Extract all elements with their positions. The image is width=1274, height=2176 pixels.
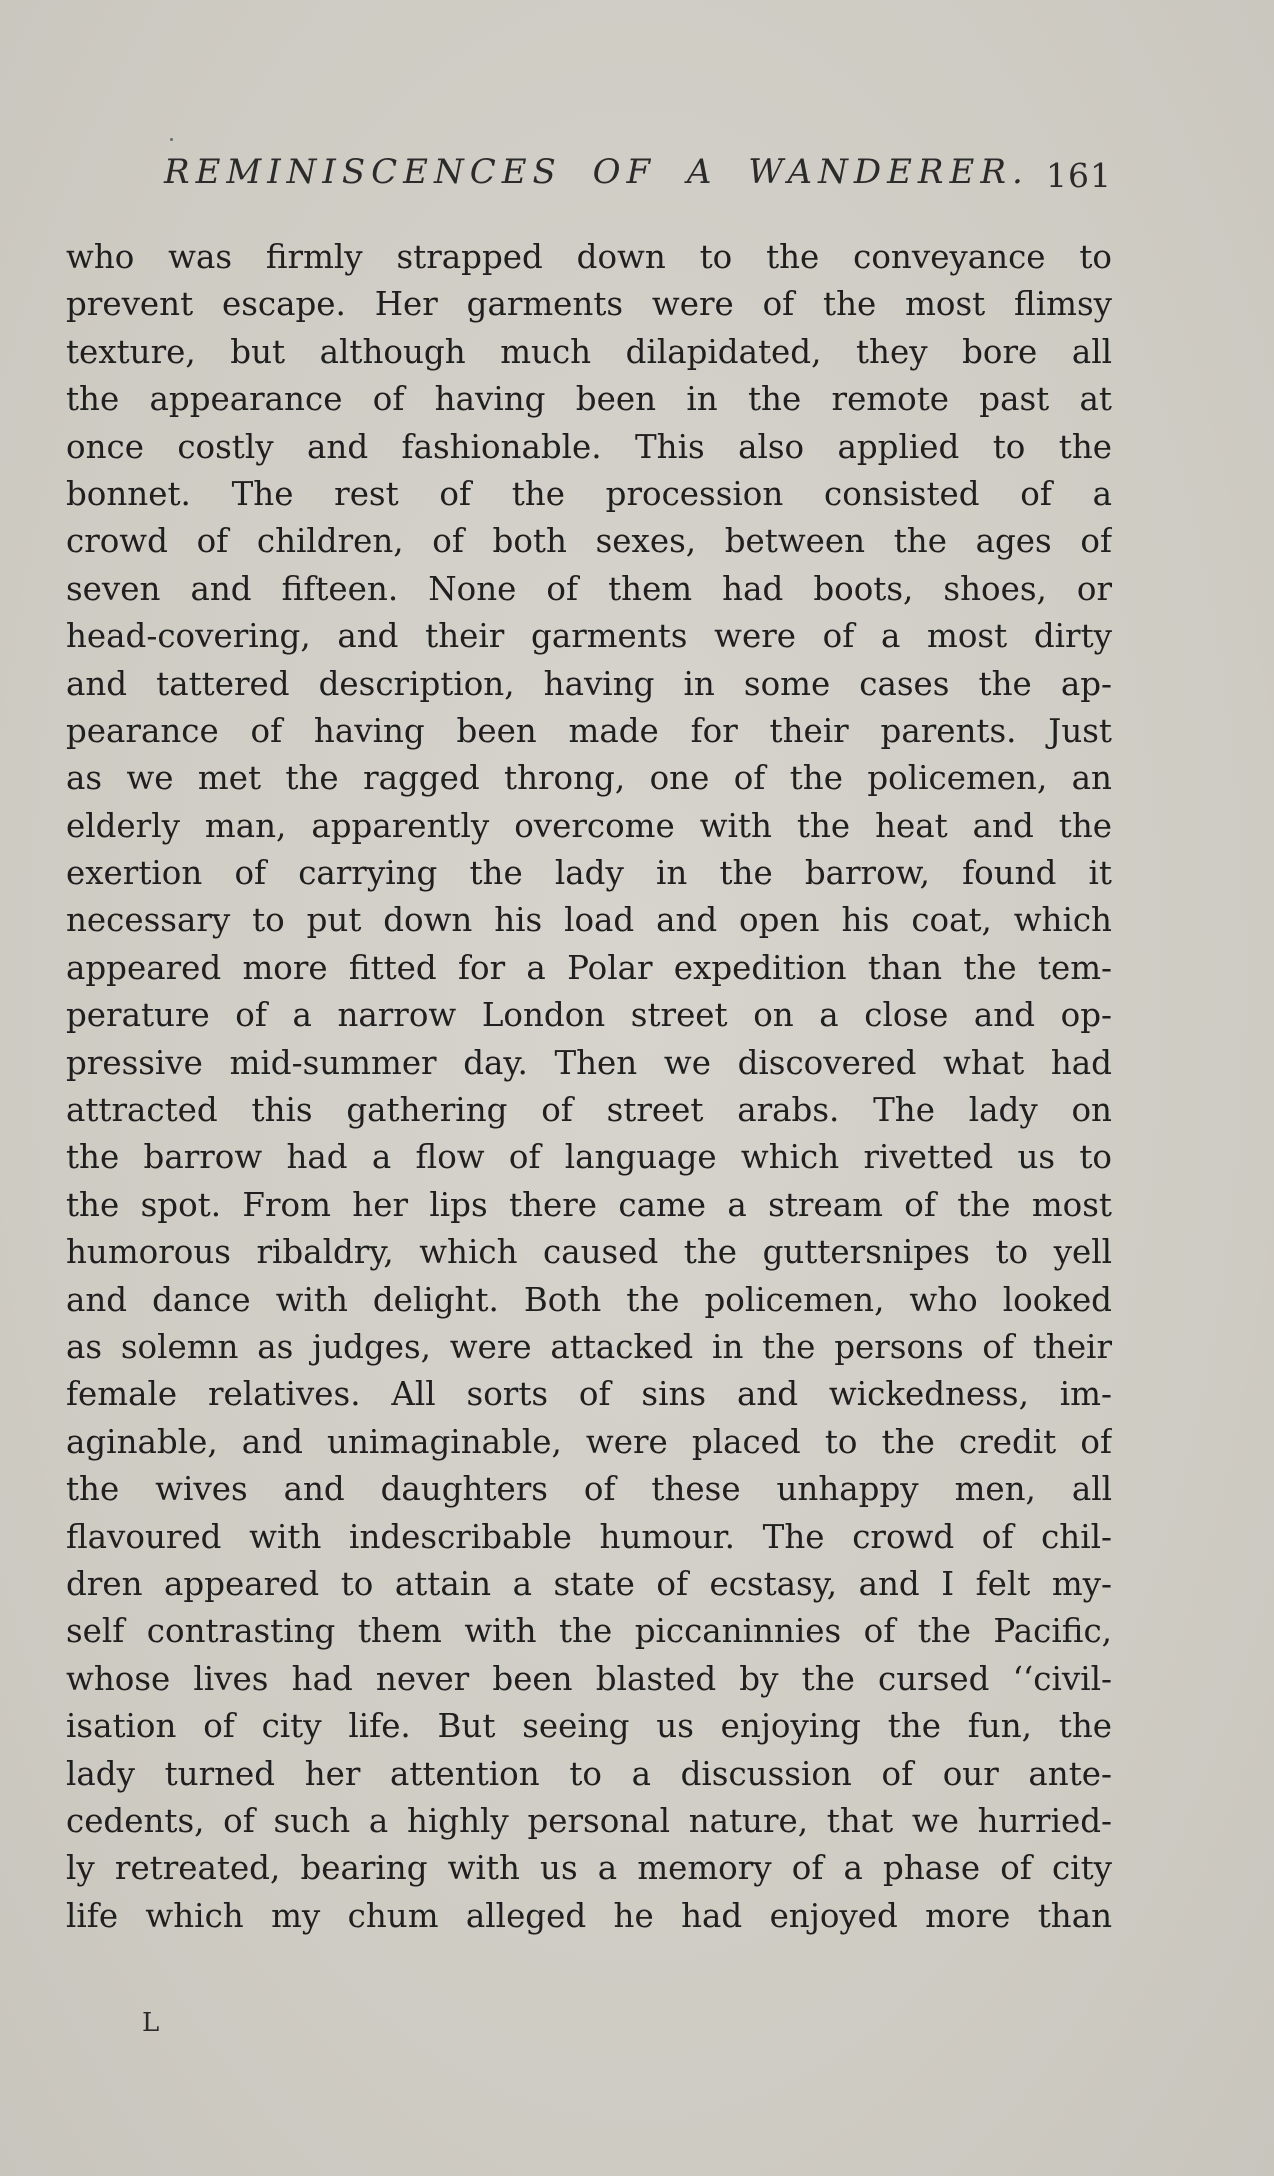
- text-line: as solemn as judges, were attacked in the persons of their: [66, 1327, 1112, 1366]
- signature-mark: L: [142, 2008, 160, 2038]
- text-line: pearance of having been made for their parents. Just: [66, 711, 1112, 750]
- text-line: exertion of carrying the lady in the barrow, found it: [66, 854, 1112, 893]
- text-line: the spot. From her lips there came a stream of the most: [66, 1185, 1112, 1224]
- text-line: dren appeared to attain a state of ecstasy, and I felt my-: [66, 1564, 1112, 1603]
- text-line: prevent escape. Her garments were of the most flimsy: [66, 285, 1112, 324]
- ink-speck: [170, 138, 173, 141]
- text-line: crowd of children, of both sexes, between the ages of: [66, 522, 1112, 561]
- text-line: isation of city life. But seeing us enjoying the fun, the: [66, 1707, 1112, 1746]
- text-line: texture, but although much dilapidated, they bore all: [66, 332, 1112, 371]
- text-line: the wives and daughters of these unhappy men, all: [66, 1470, 1112, 1509]
- text-line: who was firmly strapped down to the conveyance to: [66, 238, 1112, 276]
- text-line: once costly and fashionable. This also applied to the: [66, 427, 1112, 466]
- running-title: REMINISCENCES OF A WANDERER.: [164, 152, 1029, 192]
- text-line: cedents, of such a highly personal nature, that we hurried-: [66, 1801, 1112, 1840]
- text-line: aginable, and unimaginable, were placed to the credit of: [66, 1422, 1112, 1461]
- text-line: appeared more fitted for a Polar expedition than the tem-: [66, 948, 1112, 987]
- text-line: humorous ribaldry, which caused the guttersnipes to yell: [66, 1233, 1112, 1272]
- text-line: whose lives had never been blasted by the cursed ‘‘civil-: [66, 1659, 1112, 1698]
- text-line: head-covering, and their garments were of a most dirty: [66, 617, 1112, 656]
- text-line: life which my chum alleged he had enjoyed more than: [66, 1896, 1112, 1935]
- text-line: ly retreated, bearing with us a memory of a phase of city: [66, 1849, 1112, 1888]
- text-line: attracted this gathering of street arabs. The lady on: [66, 1091, 1112, 1130]
- text-line: seven and fifteen. None of them had boots, shoes, or: [66, 569, 1112, 608]
- running-header: [66, 150, 1112, 200]
- text-line: bonnet. The rest of the procession consisted of a: [66, 474, 1112, 513]
- text-line: elderly man, apparently overcome with the heat and the: [66, 806, 1112, 845]
- text-line: perature of a narrow London street on a close and op-: [66, 996, 1112, 1035]
- text-line: necessary to put down his load and open his coat, which: [66, 901, 1112, 940]
- text-line: and dance with delight. Both the policemen, who looked: [66, 1280, 1112, 1319]
- text-line: female relatives. All sorts of sins and wickedness, im-: [66, 1375, 1112, 1414]
- text-line: lady turned her attention to a discussion of our ante-: [66, 1754, 1112, 1793]
- text-line: the barrow had a flow of language which rivetted us to: [66, 1138, 1112, 1177]
- body-text: [66, 234, 1112, 1940]
- page-number: 161: [1046, 156, 1112, 195]
- text-line: and tattered description, having in some cases the ap-: [66, 664, 1112, 703]
- text-line: self contrasting them with the piccaninnies of the Pacific,: [66, 1612, 1112, 1651]
- text-line: as we met the ragged throng, one of the policemen, an: [66, 759, 1112, 798]
- text-line: flavoured with indescribable humour. The crowd of chil-: [66, 1517, 1112, 1556]
- text-line: pressive mid-summer day. Then we discovered what had: [66, 1043, 1112, 1082]
- text-line: the appearance of having been in the remote past at: [66, 380, 1112, 419]
